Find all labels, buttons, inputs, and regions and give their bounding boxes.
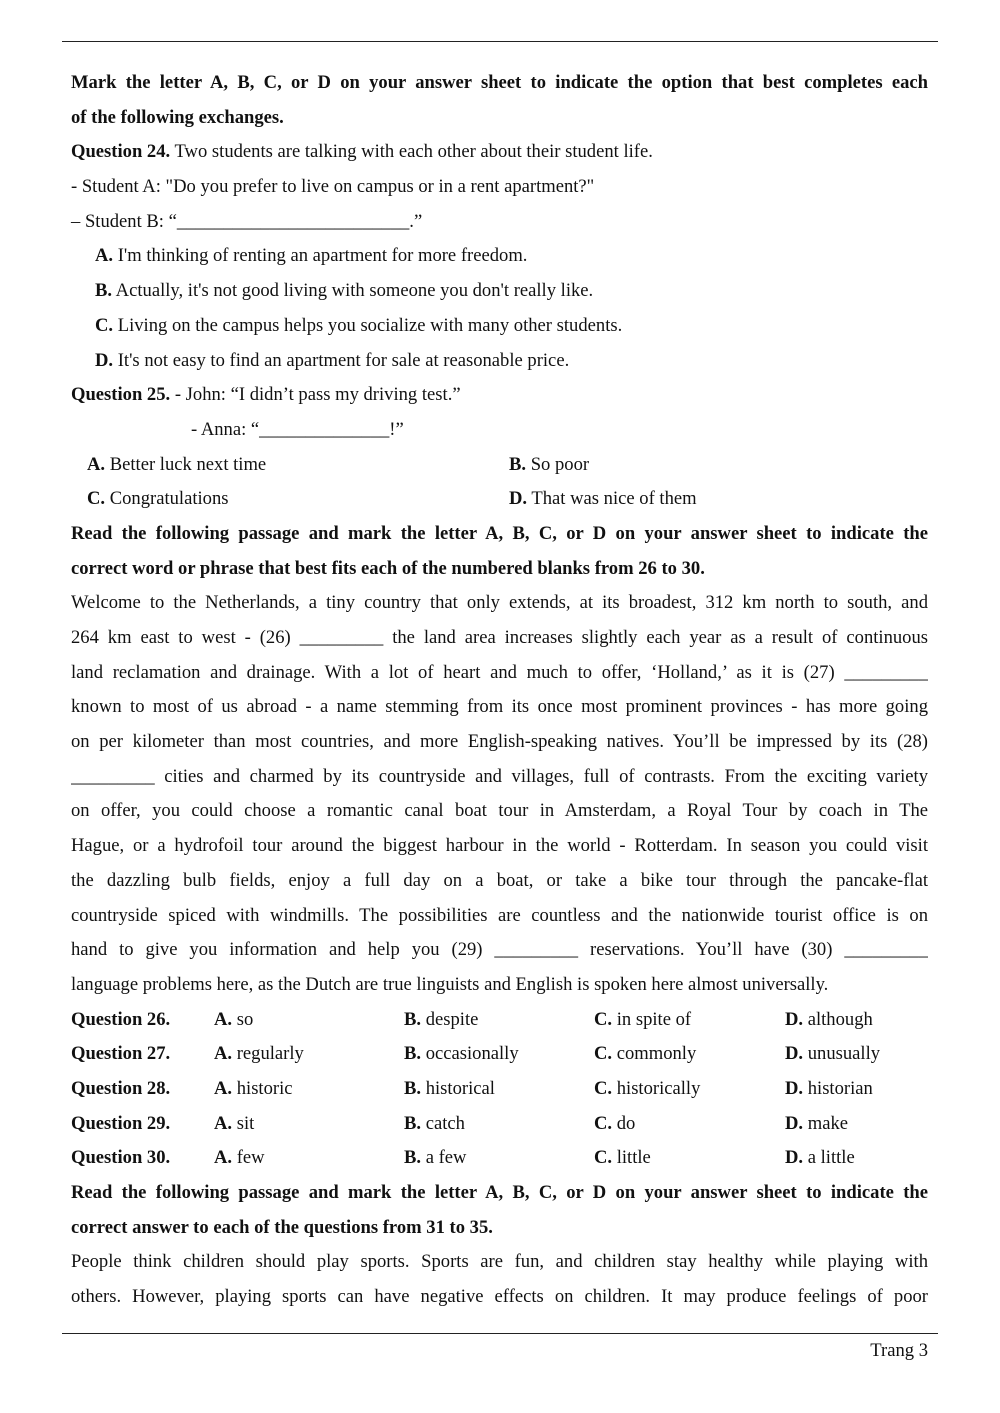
question-25: [71, 378, 928, 413]
q25-options-row1: [71, 448, 928, 483]
option-b: B. catch: [404, 1112, 465, 1134]
option-d: D. a little: [785, 1147, 855, 1169]
option-d: D. although: [785, 1008, 873, 1030]
option-c: C. do: [594, 1112, 636, 1134]
option-b: B. occasionally: [404, 1043, 519, 1065]
footer-rule: [62, 1333, 938, 1334]
q25-option-b: B. So poor: [509, 453, 590, 475]
john-line: - John: “I didn’t pass my driving test.”: [170, 384, 461, 406]
question-label: Question 30.: [71, 1147, 171, 1169]
passage1-line-last: language problems here, as the Dutch are true linguists and English is spoken here almost universally.: [71, 973, 829, 995]
instruction-passage2-line1: Read the following passage and mark the letter A, B, C, or D on your answer sheet to indicate the: [71, 1182, 928, 1203]
header-rule: [62, 41, 938, 42]
option-d: D. make: [785, 1112, 848, 1134]
question-text: Two students are talking with each other about their student life.: [170, 141, 653, 163]
q24-option-b: B. Actually, it's not good living with someone you don't really like.: [95, 280, 594, 302]
passage1-line: 264 km east to west - (26) _________ the land area increases slightly each year as a result of continuous: [71, 627, 928, 648]
instruction-passage1-line2: correct word or phrase that best fits each of the numbered blanks from 26 to 30.: [71, 557, 705, 579]
question-27-row: [71, 1037, 928, 1072]
question-label: Question 28.: [71, 1077, 171, 1099]
q24-option-a: A. I'm thinking of renting an apartment for more freedom.: [95, 245, 528, 267]
student-b-line: – Student B: “_________________________.”: [71, 210, 423, 232]
option-c: C. commonly: [594, 1043, 697, 1065]
anna-line: - Anna: “______________!”: [191, 418, 404, 440]
option-a: A. historic: [214, 1077, 293, 1099]
option-d: D. historian: [785, 1077, 873, 1099]
page-content: [71, 66, 928, 1315]
question-28-row: [71, 1072, 928, 1107]
question-30-row: [71, 1141, 928, 1176]
passage1-line: on per kilometer than most countries, and more English-speaking natives. You’ll be impressed by its (28): [71, 731, 928, 753]
passage1-line: land reclamation and drainage. With a lot of heart and much to offer, ‘Holland,’ as it is (27) _________: [71, 661, 928, 683]
student-a-line: - Student A: "Do you prefer to live on campus or in a rent apartment?": [71, 176, 595, 198]
option-c: C. historically: [594, 1077, 701, 1099]
q25-options-row2: [71, 482, 928, 517]
option-a: A. sit: [214, 1112, 255, 1134]
option-c: C. in spite of: [594, 1008, 692, 1030]
option-a: A. so: [214, 1008, 254, 1030]
instruction-passage2-line2: correct answer to each of the questions from 31 to 35.: [71, 1216, 493, 1238]
option-b: B. historical: [404, 1077, 495, 1099]
passage1-line: the dazzling bulb fields, enjoy a full day on a boat, or take a bike tour through the pancake-flat: [71, 869, 928, 891]
option-d: D. unusually: [785, 1043, 881, 1065]
q25-option-a: A. Better luck next time: [87, 453, 267, 475]
option-b: B. despite: [404, 1008, 479, 1030]
passage1-line: _________ cities and charmed by its countryside and villages, full of contrasts. From the exciting variety: [71, 765, 928, 787]
question-label: Question 26.: [71, 1008, 171, 1030]
instruction-exchanges-line2: of the following exchanges.: [71, 106, 284, 128]
q25-option-c: C. Congratulations: [87, 488, 229, 510]
option-a: A. regularly: [214, 1043, 304, 1065]
passage2-line: others. However, playing sports can have negative effects on children. It may produce feelings of poor: [71, 1286, 928, 1308]
q24-option-d: D. It's not easy to find an apartment for sale at reasonable price.: [95, 349, 570, 371]
instruction-passage1-line1: Read the following passage and mark the letter A, B, C, or D on your answer sheet to indicate the: [71, 522, 928, 544]
question-label: Question 29.: [71, 1112, 171, 1134]
question-label: Question 25.: [71, 384, 171, 406]
question-26-row: [71, 1003, 928, 1038]
passage1-line: countryside spiced with windmills. The possibilities are countless and the nationwide tourist office is on: [71, 904, 928, 926]
question-label: Question 27.: [71, 1043, 171, 1065]
option-c: C. little: [594, 1147, 651, 1169]
passage1-line: Welcome to the Netherlands, a tiny country that only extends, at its broadest, 312 km north to south, and: [71, 592, 928, 614]
question-label: Question 24.: [71, 141, 171, 163]
instruction-exchanges-line1: Mark the letter A, B, C, or D on your answer sheet to indicate the option that best completes each: [71, 72, 928, 93]
q24-option-c: C. Living on the campus helps you socialize with many other students.: [95, 314, 623, 336]
question-29-row: [71, 1107, 928, 1142]
passage1-line: Hague, or a hydrofoil tour around the biggest harbour in the world - Rotterdam. In season you could visit: [71, 835, 928, 857]
page-number: Trang 3: [870, 1340, 928, 1361]
option-a: A. few: [214, 1147, 265, 1169]
option-b: B. a few: [404, 1147, 467, 1169]
passage1-line: hand to give you information and help you (29) _________ reservations. You’ll have (30) _________: [71, 939, 928, 961]
passage1-line: known to most of us abroad - a name stemming from its once most prominent provinces - has more going: [71, 696, 928, 718]
passage2-line: People think children should play sports. Sports are fun, and children stay healthy while playing with: [71, 1251, 928, 1273]
q25-option-d: D. That was nice of them: [509, 488, 697, 510]
passage1-line: on offer, you could choose a romantic canal boat tour in Amsterdam, a Royal Tour by coach in The: [71, 800, 928, 822]
question-24: [71, 135, 928, 170]
